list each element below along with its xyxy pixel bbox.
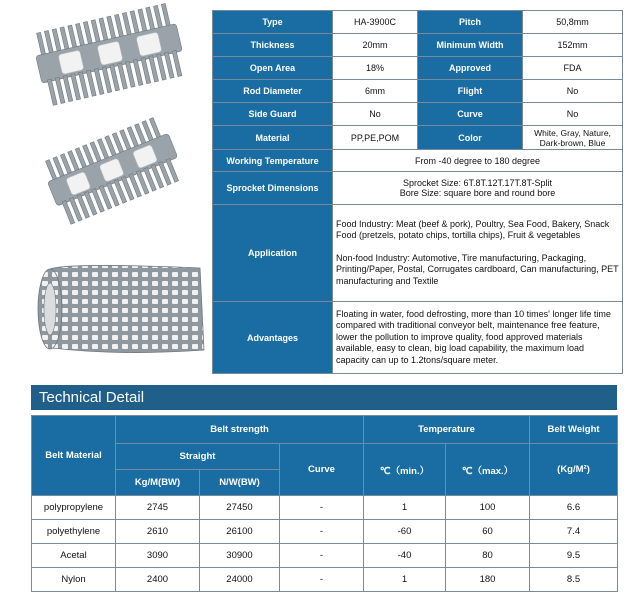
cell-curve: -	[280, 496, 364, 520]
cell-n-w: 24000	[200, 568, 280, 592]
spec-label-color: Color	[418, 126, 523, 150]
spec-row-open-area	[213, 57, 623, 80]
tech-header-row-1	[32, 416, 618, 444]
spec-table	[212, 10, 623, 374]
spec-value-pitch: 50,8mm	[523, 11, 623, 34]
bore-size-text: Bore Size: square bore and round bore	[399, 188, 556, 198]
cell-kg-m: 2610	[116, 520, 200, 544]
spec-label-material: Material	[213, 126, 333, 150]
sprocket-size-text: Sprocket Size: 6T.8T.12T.17T.8T-Split	[402, 178, 553, 188]
spec-value-approved: FDA	[523, 57, 623, 80]
header-straight: Straight	[116, 444, 280, 470]
spec-label-thickness: Thickness	[213, 34, 333, 57]
spec-value-minimum-width: 152mm	[523, 34, 623, 57]
spec-label-open-area: Open Area	[213, 57, 333, 80]
spec-label-pitch: Pitch	[418, 11, 523, 34]
header-belt-strength: Belt strength	[116, 416, 364, 444]
application-nonfood-text: Non-food Industry: Automotive, Tire manufacturing, Packaging, Printing/Paper, Postal, Corrugates cardboard, Can manufacturing, PET manufacturing and Textile	[336, 252, 619, 286]
spec-row-side-guard	[213, 103, 623, 126]
spec-row-working-temperature	[213, 150, 623, 172]
table-row	[32, 568, 618, 592]
cell-material: polyethylene	[32, 520, 116, 544]
tech-header-row-2	[32, 444, 618, 470]
spec-row-advantages	[213, 302, 623, 374]
belt-module-top-image	[31, 2, 188, 106]
spec-value-color: White, Gray, Nature, Dark-brown, Blue	[523, 126, 623, 150]
header-temp-max: ℃（max.）	[446, 444, 530, 496]
spec-row-rod-diameter	[213, 80, 623, 103]
cell-n-w: 27450	[200, 496, 280, 520]
cell-curve: -	[280, 520, 364, 544]
spec-value-open-area: 18%	[333, 57, 418, 80]
header-belt-material: Belt Material	[32, 416, 116, 496]
technical-detail-title: Technical Detail	[39, 389, 145, 406]
cell-weight: 8.5	[530, 568, 618, 592]
belt-roll-image	[38, 265, 204, 352]
table-row	[32, 520, 618, 544]
cell-temp-min: 1	[364, 496, 446, 520]
spec-value-side-guard: No	[333, 103, 418, 126]
spec-value-thickness: 20mm	[333, 34, 418, 57]
header-temperature: Temperature	[364, 416, 530, 444]
cell-kg-m: 2400	[116, 568, 200, 592]
technical-detail-band	[31, 385, 617, 410]
cell-kg-m: 3090	[116, 544, 200, 568]
cell-n-w: 26100	[200, 520, 280, 544]
cell-temp-min: 1	[364, 568, 446, 592]
application-food-text: Food Industry: Meat (beef & pork), Poultry, Sea Food, Bakery, Snack Food (pretzels, potato chips, tortilla chips), Fruit & vegetables	[336, 218, 610, 241]
cell-temp-min: -60	[364, 520, 446, 544]
spec-value-application	[333, 205, 623, 302]
spec-label-minimum-width: Minimum Width	[418, 34, 523, 57]
cell-weight: 6.6	[530, 496, 618, 520]
spec-row-material	[213, 126, 623, 150]
spec-value-working-temperature: From -40 degree to 180 degree	[333, 150, 623, 172]
spec-label-approved: Approved	[418, 57, 523, 80]
spec-label-flight: Flight	[418, 80, 523, 103]
product-photos	[0, 0, 210, 380]
cell-temp-min: -40	[364, 544, 446, 568]
cell-weight: 9.5	[530, 544, 618, 568]
spec-label-curve: Curve	[418, 103, 523, 126]
cell-n-w: 30900	[200, 544, 280, 568]
spec-value-type: HA-3900C	[333, 11, 418, 34]
cell-kg-m: 2745	[116, 496, 200, 520]
header-temp-min: ℃（min.）	[364, 444, 446, 496]
table-row	[32, 544, 618, 568]
spec-row-sprocket-dimensions	[213, 172, 623, 205]
cell-temp-max: 60	[446, 520, 530, 544]
spec-value-sprocket-dimensions	[333, 172, 623, 205]
cell-temp-max: 180	[446, 568, 530, 592]
spec-row-type	[213, 11, 623, 34]
belt-module-middle-image	[40, 115, 186, 227]
cell-material: Acetal	[32, 544, 116, 568]
header-curve: Curve	[280, 444, 364, 496]
spec-value-advantages: Floating in water, food defrosting, more than 10 times' longer life time compared with traditional conveyor belt, maintenance free feature, lower the pollution to improve quality, food approved materials available, easy to clean, big load capability, the maximum load capacity can up to 1.2tons/square meter.	[333, 302, 623, 374]
spec-label-rod-diameter: Rod Diameter	[213, 80, 333, 103]
spec-value-material: PP,PE,POM	[333, 126, 418, 150]
header-weight-unit: (Kg/M²)	[530, 444, 618, 496]
header-belt-weight: Belt Weight	[530, 416, 618, 444]
header-n-w: N/W(BW)	[200, 470, 280, 496]
cell-material: polypropylene	[32, 496, 116, 520]
cell-temp-max: 80	[446, 544, 530, 568]
cell-curve: -	[280, 544, 364, 568]
spec-value-curve: No	[523, 103, 623, 126]
spec-value-rod-diameter: 6mm	[333, 80, 418, 103]
spec-label-sprocket-dimensions: Sprocket Dimensions	[213, 172, 333, 205]
cell-weight: 7.4	[530, 520, 618, 544]
spec-label-side-guard: Side Guard	[213, 103, 333, 126]
cell-temp-max: 100	[446, 496, 530, 520]
technical-table	[31, 415, 618, 592]
spec-label-advantages: Advantages	[213, 302, 333, 374]
cell-material: Nylon	[32, 568, 116, 592]
table-row	[32, 496, 618, 520]
cell-curve: -	[280, 568, 364, 592]
spec-label-working-temperature: Working Temperature	[213, 150, 333, 172]
spec-value-flight: No	[523, 80, 623, 103]
header-kg-m: Kg/M(BW)	[116, 470, 200, 496]
spec-row-application	[213, 205, 623, 302]
spec-label-type: Type	[213, 11, 333, 34]
spec-label-application: Application	[213, 205, 333, 302]
spec-row-thickness	[213, 34, 623, 57]
